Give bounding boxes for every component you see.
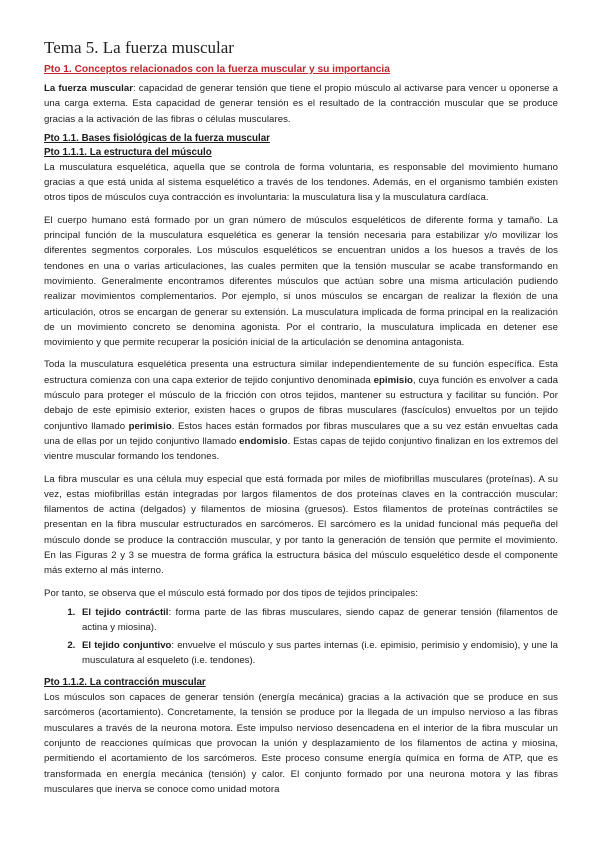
list-item: [78, 605, 558, 636]
section-1-heading: Pto 1. Conceptos relacionados con la fuerza muscular y su importancia: [44, 64, 390, 75]
paragraph-tipos-tejidos: Por tanto, se observa que el músculo está formado por dos tipos de tejidos principales:: [44, 587, 418, 599]
paragraph-estructura: [44, 357, 558, 464]
term-perimisio: perimisio: [128, 420, 172, 432]
text-span: Toda la musculatura esquelética presenta una estructura similar independientemente de su función específica. Esta estructura comienza con una capa exterior de tejido conjuntivo denominada: [44, 359, 558, 386]
paragraph-fibra-muscular: La fibra muscular es una célula muy especial que está formada por miles de miofibrillas musculares (proteínas). A su vez, estas miofibrillas están integradas por largos filamentos de dos proteínas claves en la contracción muscular: filamentos de actina (delgados) y filamentos de miosina (gruesos). Estos filamentos de proteínas contráctiles se presentan en la fibra muscular estructurados en sarcómeros. El sarcómero es la unidad funcional más pequeña del músculo donde se produce la contracción muscular, y por tanto la generación de tensión que permite el movimiento. En las Figuras 2 y 3 se muestra de forma gráfica la estructura básica del músculo esquelético desde el componente más externo al más interno.: [44, 473, 558, 577]
section-1-1-heading: Pto 1.1. Bases fisiológicas de la fuerza muscular: [44, 132, 270, 144]
text-span: , cuya función es envolver a cada músculo para proteger el músculo de la fricción con otros tejidos, mantener su estructura y facilitar su función. Por debajo de este epimisio exterior, existen haces o grupos de fibras musculares (fascículos) envueltos por un tejido conjuntivo llamado: [44, 374, 558, 432]
intro-text: : capacidad de generar tensión que tiene el propio músculo al activarse para vencer u oponerse a una carga externa. Esta capacidad de generar tensión es el resultado de la contracción muscular que se produce gracias a la activación de las fibras o células musculares.: [44, 83, 558, 125]
list-item-term: El tejido conjuntivo: [82, 639, 172, 651]
list-item-text: : envuelve el músculo y sus partes internas (i.e. epimisio, perimisio y endomisio), y une la musculatura al esqueleto (i.e. tendones).: [82, 639, 558, 666]
paragraph-cuerpo-humano: El cuerpo humano está formado por un gran número de músculos esqueléticos de diferente forma y tamaño. La principal función de la musculatura esquelética es generar la tensión necesaria para estabilizar y/o movilizar los diferentes segmentos corporales. Los músculos esqueléticos se encuentran unidos a los huesos a través de los tendones en una o varias articulaciones, las cuales permiten que la tensión muscular se acabe transformando en movimiento. Generalmente encontramos diferentes músculos que actúan sobre una misma articulación pudiendo realizar movimientos complementarios. Por ejemplo, si unos músculos se encargan de realizar la flexión de una articulación, otros se encargan de generar su extensión. La musculatura implicada de forma principal en la realización de un movimiento concreto se denomina agonista. Por el contrario, la musculatura implicada en detener ese movimiento y que permite recuperar la posición inicial de la articulación se denomina antagonista.: [44, 214, 558, 349]
intro-paragraph: [44, 81, 558, 127]
section-1-1-1-heading: Pto 1.1.1. La estructura del músculo: [44, 146, 212, 158]
term-epimisio: epimisio: [373, 374, 413, 386]
text-span: . Estas capas de tejido conjuntivo finalizan en los extremos del vientre muscular formando los tendones.: [44, 435, 558, 463]
term-endomisio: endomisio: [239, 435, 288, 447]
section-1-1-2-heading: Pto 1.1.2. La contracción muscular: [44, 677, 206, 689]
paragraph-musculatura: La musculatura esquelética, aquella que se controla de forma voluntaria, es responsable del movimiento humano gracias a que está unida al sistema esquelético a través de los tendones. Además, en el organismo también existen otros tipos de músculos cuya contracción es involuntaria: la musculatura lisa y la musculatura cardíaca.: [44, 161, 558, 204]
text-span: . Estos haces están formados por fibras musculares que a su vez están envueltas cada una de ellas por un tejido conjuntivo llamado: [44, 420, 559, 447]
intro-term: La fuerza muscular: [44, 83, 133, 94]
list-item-text: : forma parte de las fibras musculares, siendo capaz de generar tensión (filamentos de actina y miosina).: [82, 606, 558, 634]
list-item: [78, 638, 558, 669]
paragraph-contraccion: Los músculos son capaces de generar tensión (energía mecánica) gracias a la activación que se produce en sus sarcómeros (acortamiento). Concretamente, la tensión se produce por la llegada de un impulso nervioso a las fibras musculares a través de la neurona motora. Este impulso nervioso desencadena en el interior de la fibra muscular un conjunto de reacciones químicas que provocan la unión y desplazamiento de los filamentos de actina y miosina, permitiendo el acortamiento de los sarcómeros. Este proceso consume energía química en forma de ATP, que es transformada en energía mecánica (tensión) y calor. El conjunto formado por una neurona motora y las fibras musculares que inerva se conoce como unidad motora: [44, 692, 558, 795]
list-item-term: El tejido contráctil: [82, 606, 169, 618]
tissue-list: [44, 605, 558, 668]
document-title: Tema 5. La fuerza muscular: [44, 38, 234, 57]
